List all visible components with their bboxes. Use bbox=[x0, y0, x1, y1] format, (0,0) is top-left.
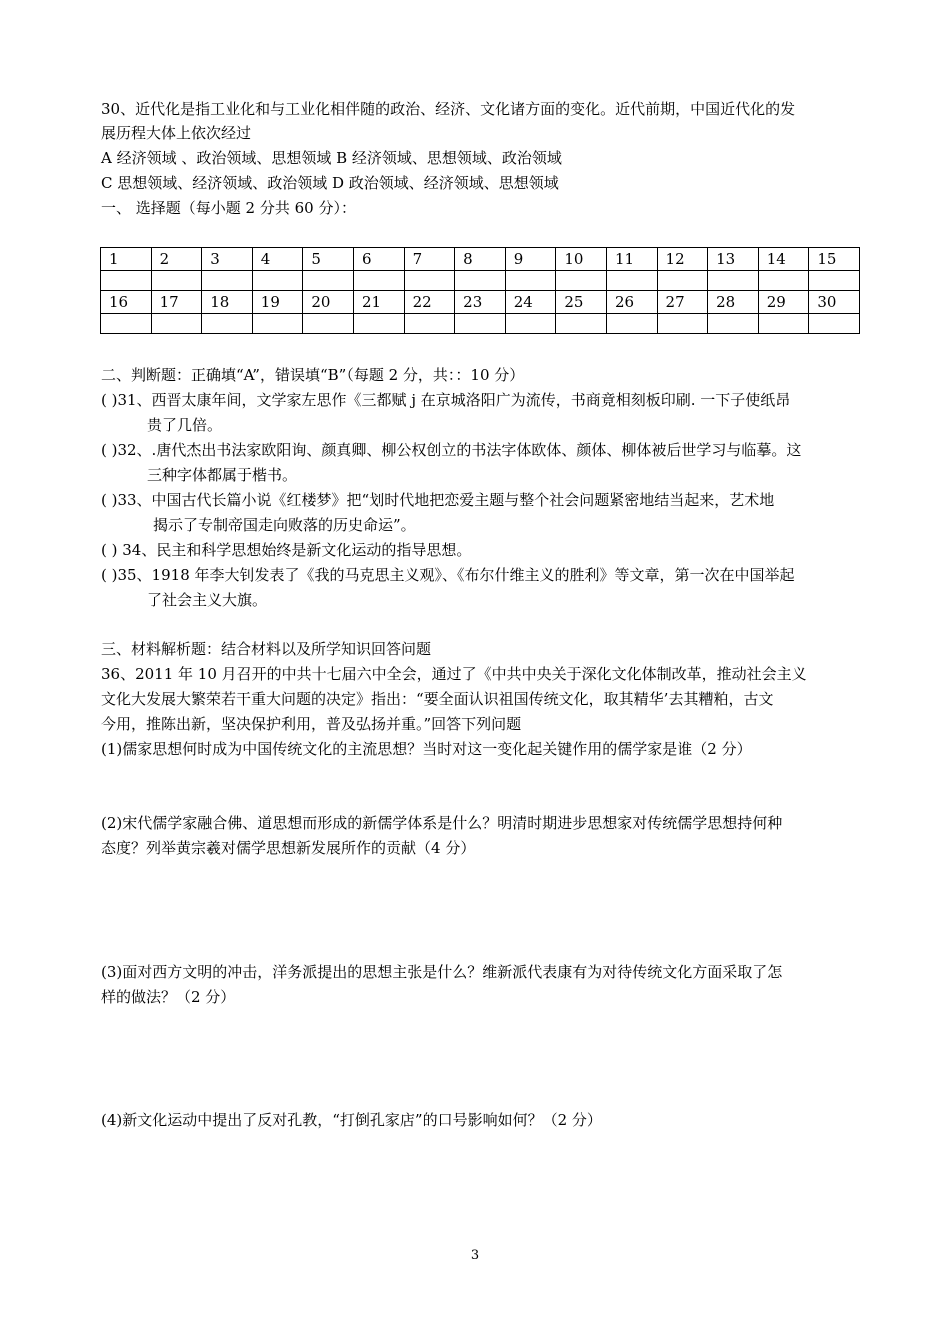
table-cell: 15 bbox=[809, 248, 860, 271]
answer-cell[interactable] bbox=[758, 271, 809, 291]
q35-line1: ( )35、1918 年李大钊发表了《我的马克思主义观》、《布尔什维主义的胜利》等文章，第一次在中国举起 bbox=[101, 566, 795, 584]
section1-title: 一、 选择题（每小题 2 分共 60 分）： bbox=[101, 199, 356, 217]
table-cell: 6 bbox=[353, 248, 404, 271]
answer-cell[interactable] bbox=[101, 314, 152, 334]
table-cell: 20 bbox=[303, 291, 354, 314]
answer-cell[interactable] bbox=[657, 314, 708, 334]
table-row bbox=[101, 291, 860, 314]
q36-line1: 36、2011 年 10 月召开的中共十七届六中全会，通过了《中共中央关于深化文化体制改革，推动社会主义 bbox=[101, 665, 807, 683]
table-cell: 17 bbox=[151, 291, 202, 314]
answer-cell[interactable] bbox=[809, 314, 860, 334]
q30-line1: 30、近代化是指工业化和与工业化相伴随的政治、经济、文化诸方面的变化。近代前期，中国近代化的发 bbox=[101, 100, 796, 118]
q31-line2: 贵了几倍。 bbox=[147, 416, 223, 434]
table-cell: 16 bbox=[101, 291, 152, 314]
table-cell: 10 bbox=[556, 248, 607, 271]
q36-sub3-line2: 样的做法？（2 分） bbox=[101, 988, 236, 1006]
answer-cell[interactable] bbox=[202, 314, 253, 334]
table-cell: 28 bbox=[708, 291, 759, 314]
answer-cell[interactable] bbox=[556, 314, 607, 334]
answer-row-blank bbox=[101, 271, 860, 291]
q36-sub2-line1: (2)宋代儒学家融合佛、道思想而形成的新儒学体系是什么？明清时期进步思想家对传统儒学思想持何种 bbox=[101, 814, 783, 832]
q32-line1: ( )32、.唐代杰出书法家欧阳询、颜真卿、柳公权创立的书法字体欧体、颜体、柳体被后世学习与临摹。这 bbox=[101, 441, 802, 459]
answer-cell[interactable] bbox=[303, 314, 354, 334]
answer-cell[interactable] bbox=[404, 314, 455, 334]
table-row bbox=[101, 248, 860, 271]
table-cell: 19 bbox=[252, 291, 303, 314]
q34-line1: ( ) 34、民主和科学思想始终是新文化运动的指导思想。 bbox=[101, 541, 472, 559]
answer-cell[interactable] bbox=[252, 314, 303, 334]
q36-sub2-line2: 态度？列举黄宗羲对儒学思想新发展所作的贡献（4 分） bbox=[101, 839, 476, 857]
answer-table bbox=[100, 247, 860, 334]
q31-line1: ( )31、西晋太康年间，文学家左思作《三都赋 j 在京城洛阳广为流传，书商竟相刻板印刷. 一下子使纸昂 bbox=[101, 391, 791, 409]
answer-cell[interactable] bbox=[657, 271, 708, 291]
section2-title: 二、判断题：正确填“A”，错误填“B”（每题 2 分，共：：10 分） bbox=[101, 366, 525, 384]
answer-cell[interactable] bbox=[404, 271, 455, 291]
answer-cell[interactable] bbox=[708, 314, 759, 334]
table-cell: 24 bbox=[505, 291, 556, 314]
answer-cell[interactable] bbox=[101, 271, 152, 291]
table-cell: 30 bbox=[809, 291, 860, 314]
table-cell: 25 bbox=[556, 291, 607, 314]
table-cell: 21 bbox=[353, 291, 404, 314]
answer-row-blank bbox=[101, 314, 860, 334]
q36-line3: 今用，推陈出新，坚决保护利用，普及弘扬并重。”回答下列问题 bbox=[101, 715, 522, 733]
q30-line2: 展历程大体上依次经过 bbox=[101, 124, 252, 142]
table-cell: 1 bbox=[101, 248, 152, 271]
table-cell: 11 bbox=[606, 248, 657, 271]
q35-line2: 了社会主义大旗。 bbox=[147, 591, 268, 609]
answer-cell[interactable] bbox=[606, 271, 657, 291]
answer-cell[interactable] bbox=[556, 271, 607, 291]
answer-cell[interactable] bbox=[505, 271, 556, 291]
table-cell: 9 bbox=[505, 248, 556, 271]
table-cell: 3 bbox=[202, 248, 253, 271]
table-cell: 26 bbox=[606, 291, 657, 314]
table-cell: 23 bbox=[455, 291, 506, 314]
q36-sub1: (1)儒家思想何时成为中国传统文化的主流思想？当时对这一变化起关键作用的儒学家是谁（2 分） bbox=[101, 740, 752, 758]
answer-cell[interactable] bbox=[758, 314, 809, 334]
answer-cell[interactable] bbox=[353, 271, 404, 291]
answer-cell[interactable] bbox=[606, 314, 657, 334]
answer-cell[interactable] bbox=[455, 314, 506, 334]
table-cell: 18 bbox=[202, 291, 253, 314]
q32-line2: 三种字体都属于楷书。 bbox=[147, 466, 298, 484]
table-cell: 5 bbox=[303, 248, 354, 271]
answer-cell[interactable] bbox=[151, 314, 202, 334]
table-cell: 13 bbox=[708, 248, 759, 271]
table-cell: 7 bbox=[404, 248, 455, 271]
q36-sub3-line1: (3)面对西方文明的冲击，洋务派提出的思想主张是什么？维新派代表康有为对待传统文化方面采取了怎 bbox=[101, 963, 783, 981]
answer-cell[interactable] bbox=[455, 271, 506, 291]
section3-title: 三、材料解析题：结合材料以及所学知识回答问题 bbox=[101, 640, 432, 658]
answer-cell[interactable] bbox=[505, 314, 556, 334]
q36-sub4: (4)新文化运动中提出了反对孔教，“打倒孔家店”的口号影响如何？（2 分） bbox=[101, 1111, 602, 1129]
table-cell: 4 bbox=[252, 248, 303, 271]
table-cell: 14 bbox=[758, 248, 809, 271]
answer-cell[interactable] bbox=[353, 314, 404, 334]
answer-cell[interactable] bbox=[303, 271, 354, 291]
table-cell: 29 bbox=[758, 291, 809, 314]
q36-line2: 文化大发展大繁荣若干重大问题的决定》指出：“要全面认识祖国传统文化，取其精华’去其糟粕，古文 bbox=[101, 690, 774, 708]
answer-cell[interactable] bbox=[708, 271, 759, 291]
answer-cell[interactable] bbox=[809, 271, 860, 291]
answer-cell[interactable] bbox=[252, 271, 303, 291]
answer-cell[interactable] bbox=[151, 271, 202, 291]
table-cell: 22 bbox=[404, 291, 455, 314]
q30-options-cd: C 思想领域、经济领域、政治领域 D 政治领域、经济领域、思想领域 bbox=[101, 174, 559, 192]
table-cell: 27 bbox=[657, 291, 708, 314]
q30-options-ab: A 经济领域 、政治领域、思想领域 B 经济领域、思想领域、政治领域 bbox=[101, 149, 562, 167]
q33-line1: ( )33、中国古代长篇小说《红楼梦》把“划时代地把恋爱主题与整个社会问题紧密地结当起来，艺术地 bbox=[101, 491, 775, 509]
page-number: 3 bbox=[470, 1248, 480, 1263]
table-cell: 12 bbox=[657, 248, 708, 271]
table-cell: 8 bbox=[455, 248, 506, 271]
q33-line2: 揭示了专制帝国走向败落的历史命运”。 bbox=[153, 516, 416, 534]
table-cell: 2 bbox=[151, 248, 202, 271]
answer-cell[interactable] bbox=[202, 271, 253, 291]
